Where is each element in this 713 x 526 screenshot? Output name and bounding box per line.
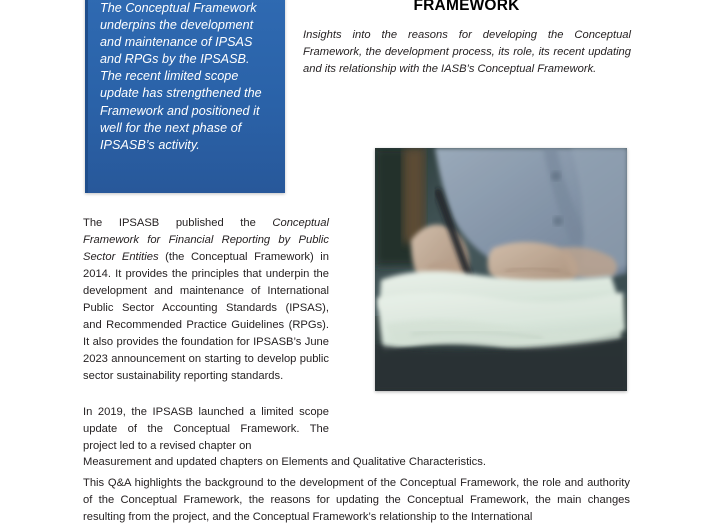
paragraph-one [83, 215, 329, 385]
paragraph-one-rest: (the Conceptual Framework) in 2014. It provides the principles that underpin the development and maintenance of International Public Sector Accounting Standards (IPSAS), and Recommended Practice Guidelines (RPGs). It also provides the foundation for IPSASB’s June 2023 announcement on starting to develop public sector sustainability reporting standards. [83, 251, 330, 382]
paragraph-three: This Q&A highlights the background to the development of the Conceptual Framework, the role and authority of the Conceptual Framework, the reasons for updating the Conceptual Framework, the main changes resulting from the project, and the Conceptual Framework’s relationship to the International [83, 477, 630, 523]
paragraph-two-wide: Measurement and updated chapters on Elements and Qualitative Characteristics. [83, 456, 486, 468]
photo-illustration [375, 148, 627, 391]
paragraph-one-lead: The IPSASB published the [83, 217, 273, 229]
paragraph-one-title-italic: Conceptual Framework for Financial Reporting by Public Sector Entities [83, 217, 329, 263]
writing-hands-photo [375, 148, 627, 391]
pull-quote-text: The Conceptual Framework underpins the development and maintenance of IPSAS and RPGs by the IPSASB. The recent limited scope update has strengthened the Framework and positioned it well for the next phase of IPSASB’s activity. [100, 1, 262, 152]
page-title: FRAMEWORK [413, 0, 520, 14]
section-deck: Insights into the reasons for developing the Conceptual Framework, the development process, its role, its recent updating and its relationship with the IASB’s Conceptual Framework. [303, 29, 631, 75]
pull-quote-callout [85, 0, 285, 193]
paragraph-two-narrow: In 2019, the IPSASB launched a limited scope update of the Conceptual Framework. The project led to a revised chapter on [83, 406, 329, 452]
